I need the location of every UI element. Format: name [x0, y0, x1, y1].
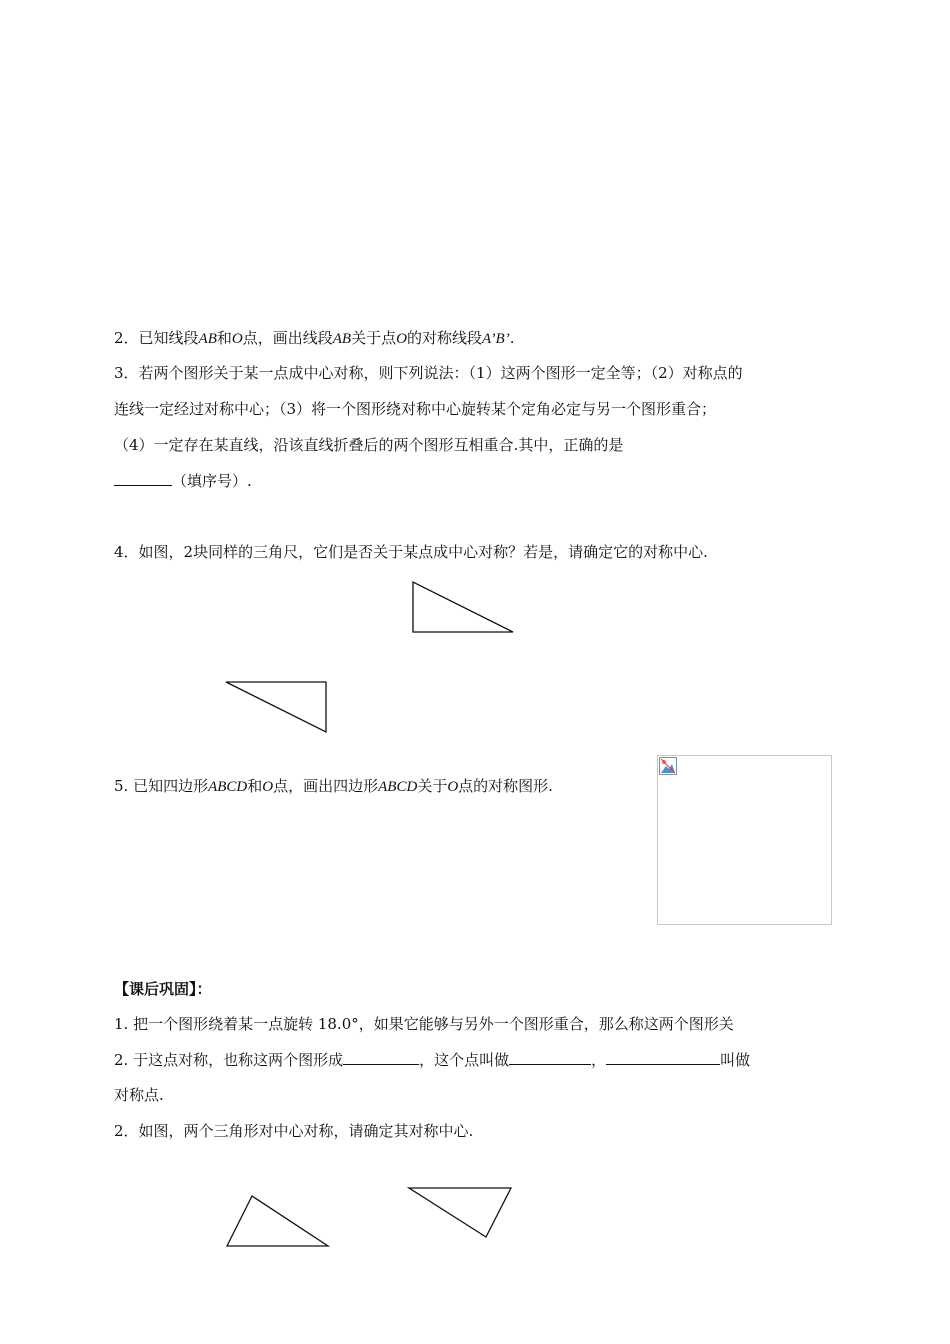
broken-image-icon — [659, 757, 677, 775]
segment-ab: AB — [198, 331, 217, 347]
segment-ab: AB — [332, 331, 352, 347]
after-item-3: 2．如图，两个三角形对中心对称，请确定其对称中心. — [114, 1122, 474, 1140]
question-3-line-3: （4）一定存在某直线，沿该直线折叠后的两个图形互相重合.其中，正确的是 — [114, 436, 624, 454]
point-o: O — [396, 331, 407, 347]
triangle-ruler-lower — [226, 682, 326, 732]
triangle-ruler-upper — [413, 582, 513, 632]
answer-blank[interactable] — [343, 1049, 419, 1065]
point-o: O — [262, 779, 274, 795]
after-item-2-continued: 对称点. — [114, 1086, 164, 1104]
item2-text: ， — [591, 1051, 607, 1069]
quadrilateral-abcd: ABCD — [378, 779, 418, 795]
point-o: O — [447, 779, 459, 795]
missing-figure — [657, 755, 832, 925]
quadrilateral-abcd: ABCD — [208, 779, 248, 795]
segment-a-prime-b-prime: A’B’ — [481, 331, 510, 347]
triangle-right — [409, 1188, 511, 1237]
question-3-line-1: 3．若两个图形关于某一点成中心对称，则下列说法：（1）这两个图形一定全等；（2）对称点的 — [114, 364, 743, 382]
question-5 — [114, 776, 553, 797]
q5-text: 点的对称图形. — [458, 777, 553, 795]
q2-text: 和 — [216, 329, 232, 347]
q5-text: 和 — [247, 777, 263, 795]
question-4: 4．如图，2块同样的三角尺，它们是否关于某点成中心对称？若是，请确定它的对称中心. — [114, 543, 708, 561]
item2-text: 2. 于这点对称，也称这两个图形成 — [114, 1051, 344, 1069]
q2-text: 点，画出线段 — [242, 329, 333, 347]
answer-blank[interactable] — [606, 1049, 720, 1065]
q3-tail: （填序号）. — [172, 472, 252, 490]
q2-text: 2．已知线段 — [114, 329, 199, 347]
q5-text: 点，画出四边形 — [273, 777, 379, 795]
after-item-2 — [114, 1049, 750, 1070]
section-heading: 【课后巩固】： — [114, 980, 212, 998]
question-3-line-2: 连线一定经过对称中心；（3）将一个图形绕对称中心旋转某个定角必定与另一个图形重合； — [114, 400, 717, 418]
q5-text: 5. 已知四边形 — [114, 777, 209, 795]
q2-text: 关于点 — [351, 329, 397, 347]
q2-text: . — [509, 329, 515, 347]
answer-blank[interactable] — [509, 1049, 591, 1065]
point-o: O — [231, 331, 243, 347]
after-item-1: 1. 把一个图形绕着某一点旋转 18.0°，如果它能够与另外一个图形重合，那么称这两个图形关 — [114, 1015, 734, 1033]
triangle-left — [227, 1196, 328, 1246]
item2-text: 叫做 — [720, 1051, 751, 1069]
q2-text: 的对称线段 — [406, 329, 482, 347]
item2-text: ，这个点叫做 — [419, 1051, 510, 1069]
q5-text: 关于 — [417, 777, 448, 795]
